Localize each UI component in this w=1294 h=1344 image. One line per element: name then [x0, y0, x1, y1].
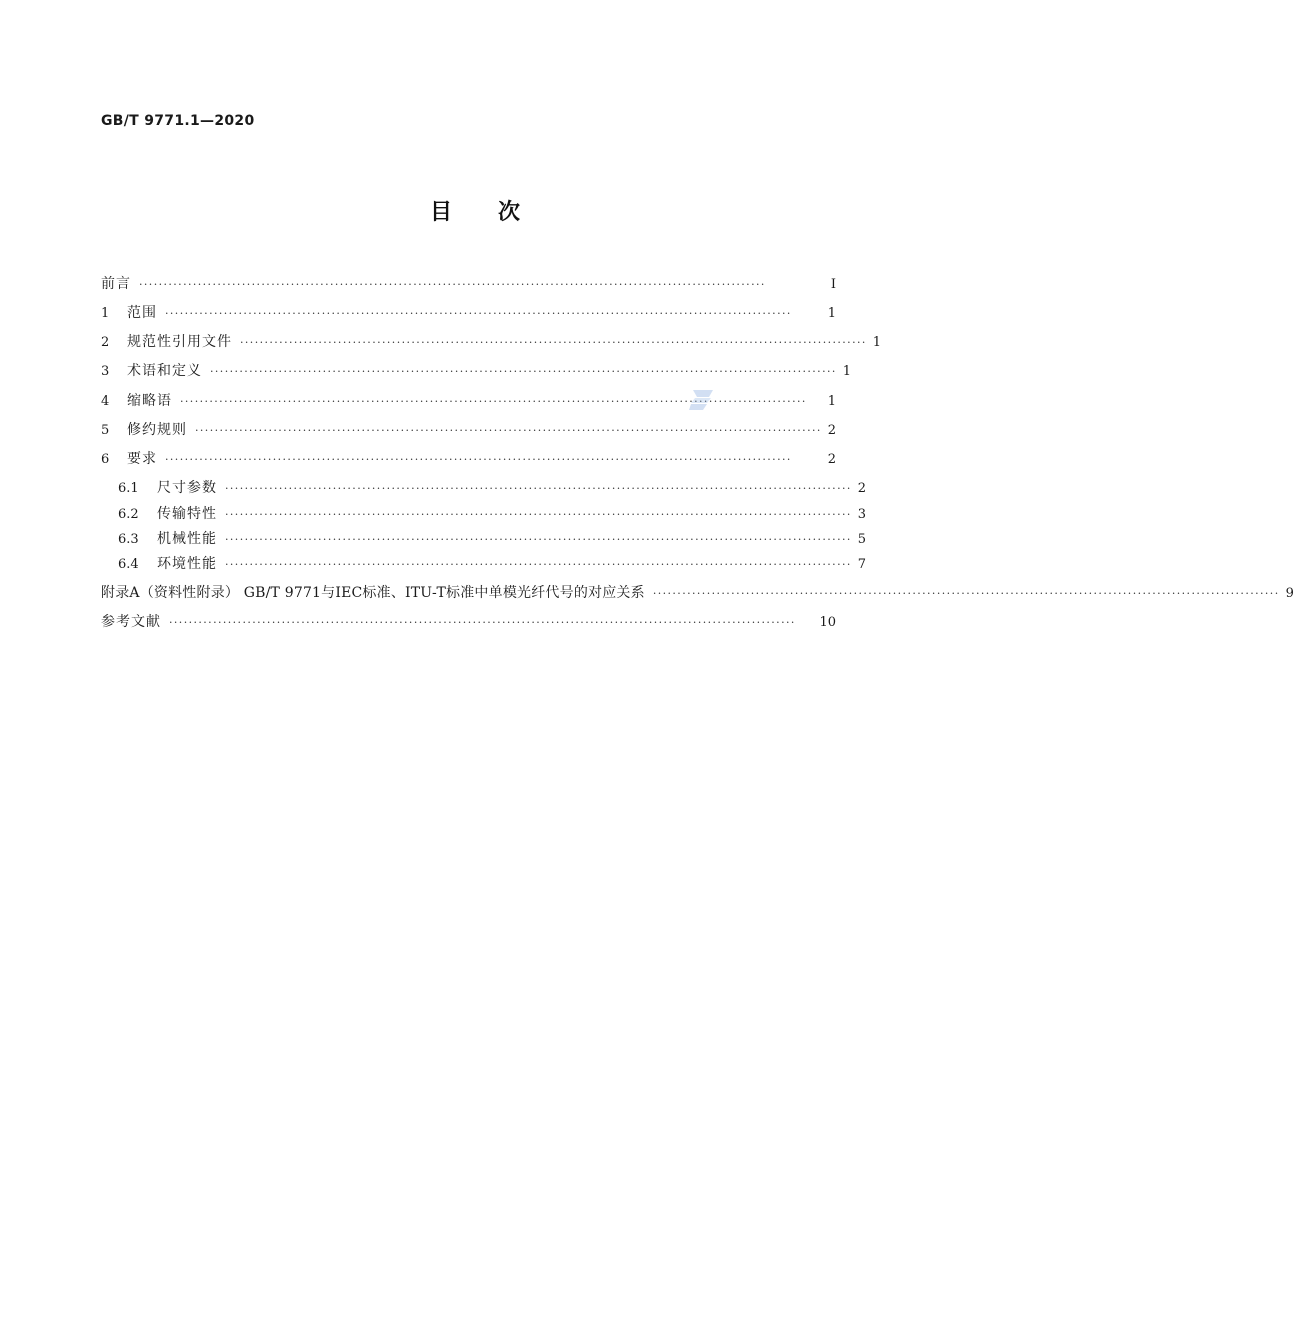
toc-entry-page: 1: [872, 335, 882, 350]
toc-entry-2[interactable]: [101, 332, 882, 352]
toc-entry-page: 2: [827, 423, 837, 438]
dot-leader: ································································································································: [210, 365, 837, 378]
toc-entry-page: 3: [857, 507, 867, 522]
toc-entry-3[interactable]: [101, 361, 852, 381]
dot-leader: ································································································································: [169, 616, 796, 629]
toc-entry-number: 6.4: [118, 557, 139, 572]
toc-entry-number: 6.2: [118, 507, 139, 522]
toc-entry-page: 2: [857, 481, 867, 496]
toc-entry-6-2[interactable]: [118, 504, 867, 524]
toc-entry-label: 修约规则: [127, 422, 187, 438]
toc-entry-number: 4: [101, 394, 110, 409]
dot-leader: ································································································································: [165, 453, 792, 466]
dot-leader: ································································································································: [652, 587, 1280, 600]
toc-entry-page: 9: [1285, 586, 1294, 601]
watermark-logo-icon: [689, 388, 715, 412]
toc-entry-label: 尺寸参数: [157, 480, 217, 496]
toc-entry-label: 前言: [101, 276, 131, 292]
toc-entry-page: 5: [857, 532, 867, 547]
toc-entry-number: 6: [101, 452, 110, 467]
toc-entry-number: 3: [101, 364, 110, 379]
dot-leader: ································································································································: [225, 558, 852, 571]
toc-entry-label: 附录A（资料性附录） GB/T 9771与IEC标准、ITU-T标准中单模光纤代号的对应关系: [101, 585, 645, 601]
dot-leader: ································································································································: [139, 278, 766, 291]
dot-leader: ································································································································: [225, 482, 852, 495]
toc-entry-label: 参考文献: [101, 614, 161, 630]
toc-entry-label: 术语和定义: [127, 363, 202, 379]
toc-entry-6-4[interactable]: [118, 554, 867, 574]
toc-entry-label: 规范性引用文件: [127, 334, 232, 350]
toc-entry-number: 6.3: [118, 532, 139, 547]
toc-entry-foreword[interactable]: [101, 274, 836, 294]
dot-leader: ································································································································: [180, 395, 807, 408]
toc-entry-label: 要求: [127, 451, 157, 467]
toc-entry-5[interactable]: [101, 420, 836, 440]
toc-entry-bibliography[interactable]: [101, 612, 836, 632]
toc-entry-page: 1: [842, 364, 852, 379]
dot-leader: ································································································································: [225, 508, 852, 521]
toc-entry-1[interactable]: [101, 303, 836, 323]
toc-entry-annex-a[interactable]: [101, 583, 1294, 603]
toc-entry-label: 传输特性: [157, 506, 217, 522]
standard-number: GB/T 9771.1—2020: [101, 113, 255, 129]
toc-entry-page: 10: [819, 615, 836, 630]
toc-entry-number: 2: [101, 335, 110, 350]
toc-entry-label: 环境性能: [157, 556, 217, 572]
toc-entry-6[interactable]: [101, 449, 836, 469]
toc-entry-page: 7: [857, 557, 867, 572]
toc-entry-page: Ⅰ: [830, 277, 836, 292]
toc-entry-6-1[interactable]: [118, 478, 867, 498]
toc-entry-6-3[interactable]: [118, 529, 867, 549]
toc-entry-number: 1: [101, 306, 110, 321]
toc-title: 目次: [429, 200, 566, 225]
toc-entry-page: 1: [827, 394, 836, 409]
toc-entry-label: 缩略语: [127, 393, 172, 409]
toc-entry-label: 机械性能: [157, 531, 217, 547]
dot-leader: ································································································································: [225, 533, 852, 546]
dot-leader: ································································································································: [195, 424, 822, 437]
dot-leader: ································································································································: [165, 307, 792, 320]
toc-entry-4[interactable]: [101, 391, 836, 411]
toc-entry-page: 1: [827, 306, 836, 321]
toc-entry-label: 范围: [127, 305, 157, 321]
toc-entry-page: 2: [827, 452, 836, 467]
toc-entry-number: 5: [101, 423, 110, 438]
toc-entry-number: 6.1: [118, 481, 139, 496]
dot-leader: ································································································································: [240, 336, 867, 349]
